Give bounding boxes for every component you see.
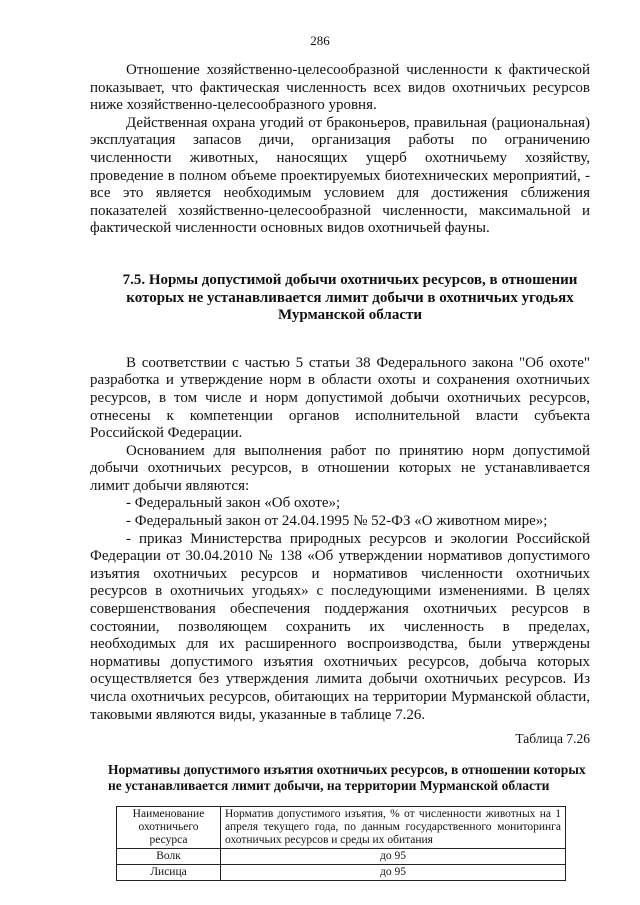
section-paragraph-2: Основанием для выполнения работ по принятию норм допустимой добычи охотничьих ресурсов, в отношении которых не устанавливается лимит добычи являются: (90, 442, 590, 494)
page-number: 286 (310, 33, 330, 48)
cell-resource-name: Волк (117, 848, 221, 864)
header-norm: Норматив допустимого изъятия, % от численности животных на 1 апреля текущего года, по данным государственного мониторинга охотничьих ресурсов и среды их обитания (221, 806, 566, 848)
cell-norm-value: до 95 (221, 864, 566, 880)
table-row (117, 864, 566, 880)
table-caption: Таблица 7.26 (515, 731, 590, 747)
norms-table (116, 806, 566, 881)
header-resource-name: Наименование охотничьего ресурса (117, 806, 221, 848)
table-header-row (117, 806, 566, 848)
intro-paragraph-2: Действенная охрана угодий от браконьеров, правильная (рациональная) эксплуатация запасов дичи, организация работы по ограничению численности животных, наносящих ущерб охотничьему хозяйству, проведение в полном объеме проектируемых биотехнических мероприятий, - все это является необходимым условием для достижения сближения показателей хозяйственно-целесообразной численности, максимальной и фактической численности основных видов охотничьей фауны. (90, 114, 590, 237)
list-item-ministry-order: - приказ Министерства природных ресурсов и экологии Российской Федерации от 30.04.2010 № 138 «Об утверждении нормативов допустимого изъятия охотничьих ресурсов и нормативов численности охотничьих ресурсов в охотничьих угодьях» с последующими изменениями. В целях совершенствования обеспечения поддержания охотничьих ресурсов в состоянии, позволяющем сохранить их численность в пределах, необходимых для их расширенного воспроизводства, были утверждены нормативы допустимого изъятия охотничьих ресурсов, добыча которых осуществляется без утверждения лимита добычи охотничьих ресурсов. Из числа охотничьих ресурсов, обитающих на территории Мурманской области, таковыми являются виды, указанные в таблице 7.26. (90, 530, 590, 723)
cell-norm-value: до 95 (221, 848, 566, 864)
section-paragraph-1: В соответствии с частью 5 статьи 38 Федерального закона "Об охоте" разработка и утверждение норм в области охоты и сохранения охотничьих ресурсов, в том числе и норм допустимой добычи охотничьих ресурсов, отнесены к компетенции органов исполнительной власти субъекта Российской Федерации. (90, 354, 590, 442)
table-row (117, 848, 566, 864)
list-item-law-animal-world: - Федеральный закон от 24.04.1995 № 52-ФЗ «О животном мире»; (126, 513, 548, 530)
section-heading: 7.5. Нормы допустимой добычи охотничьих ресурсов, в отношении которых не устанавливается лимит добычи в охотничьих угодьях Мурманской области (122, 271, 578, 324)
intro-paragraph-1: Отношение хозяйственно-целесообразной численности к фактической показывает, что фактическая численность всех видов охотничьих ресурсов ниже хозяйственно-целесообразного уровня. (90, 62, 590, 114)
list-item-law-hunting: - Федеральный закон «Об охоте»; (126, 495, 341, 512)
page-content (90, 62, 590, 881)
table-title: Нормативы допустимого изъятия охотничьих ресурсов, в отношении которых не устанавливается лимит добычи, на территории Мурманской области (108, 761, 586, 793)
cell-resource-name: Лисица (117, 864, 221, 880)
